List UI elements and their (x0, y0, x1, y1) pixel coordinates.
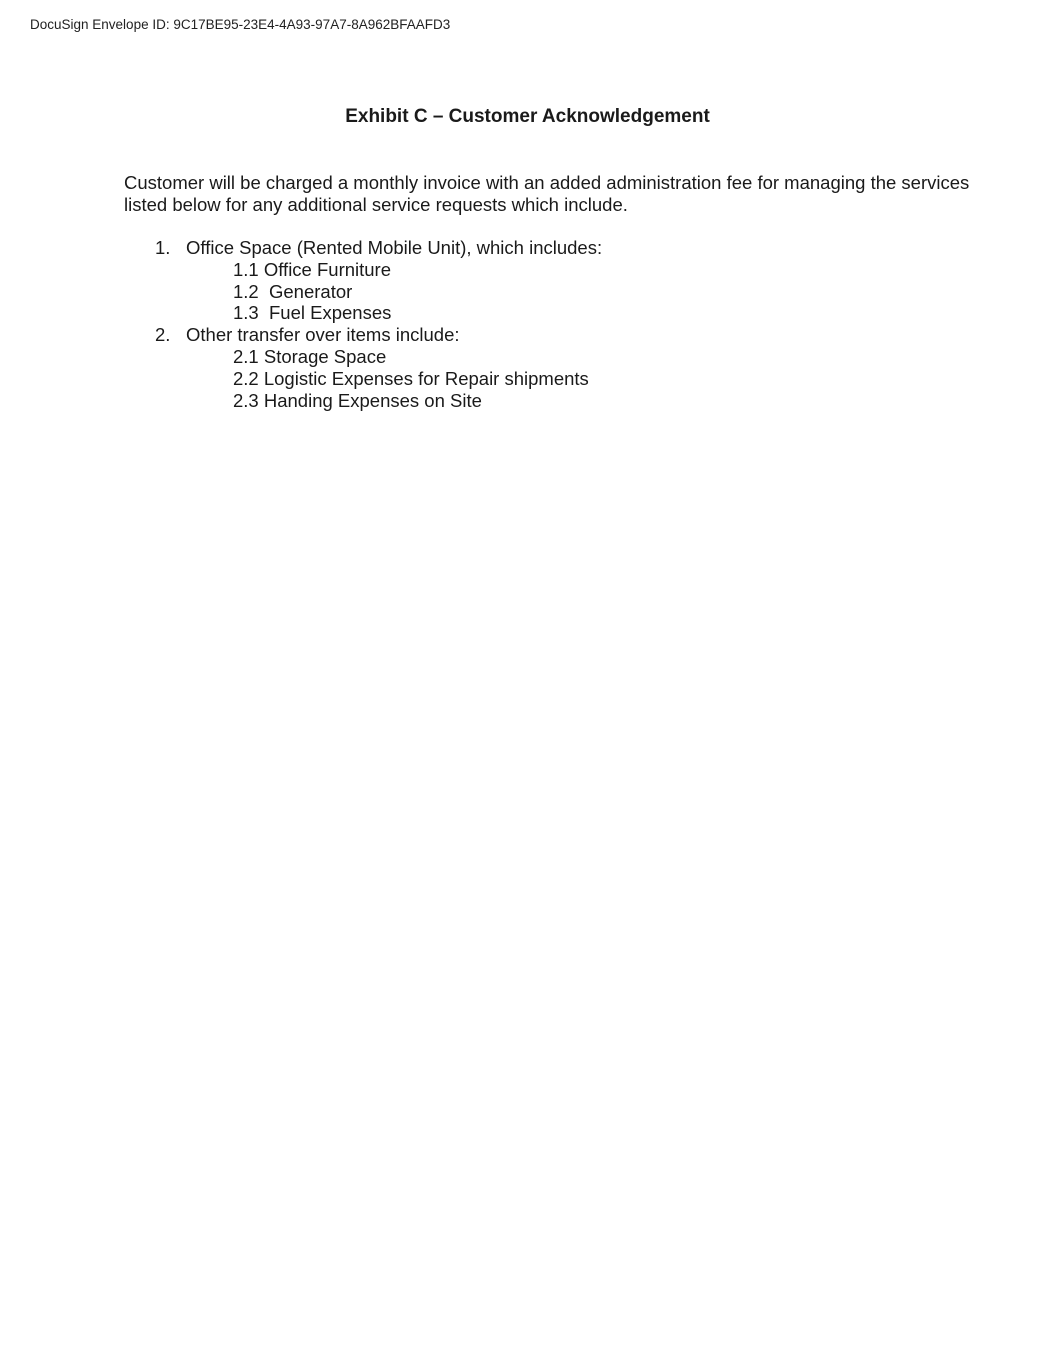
sub-list-item-text: 2.2 Logistic Expenses for Repair shipments (233, 367, 589, 389)
page-title: Exhibit C – Customer Acknowledgement (345, 106, 710, 127)
list-item-number: 1. (155, 237, 171, 258)
sub-list-item-text: 2.3 Handing Expenses on Site (233, 389, 482, 411)
sub-list-item-text: 1.1 Office Furniture (233, 258, 392, 280)
sub-list-item-text: 2.1 Storage Space (233, 345, 387, 367)
sub-list-item-text: 1.2 Generator (233, 280, 353, 302)
intro-line: listed below for any additional service requests which include. (124, 194, 628, 215)
sub-list-item (0, 302, 1055, 324)
sub-list-item (0, 368, 1055, 390)
intro-paragraph (124, 172, 1024, 216)
list-item (0, 324, 1055, 346)
list-item (0, 237, 1055, 259)
envelope-id: DocuSign Envelope ID: 9C17BE95-23E4-4A93-97A7-8A962BFAAFD3 (30, 17, 451, 32)
list-item-text: Other transfer over items include: (186, 324, 460, 346)
sub-list-item (0, 346, 1055, 368)
list-item-text: Office Space (Rented Mobile Unit), which includes: (186, 237, 603, 258)
sub-list-item (0, 281, 1055, 303)
service-list (0, 237, 1055, 411)
sub-list-item-text: 1.3 Fuel Expenses (233, 302, 392, 324)
sub-list-item (0, 259, 1055, 281)
intro-line: Customer will be charged a monthly invoice with an added administration fee for managing the services (124, 172, 970, 193)
list-item-number: 2. (155, 324, 171, 346)
sub-list-item (0, 390, 1055, 412)
